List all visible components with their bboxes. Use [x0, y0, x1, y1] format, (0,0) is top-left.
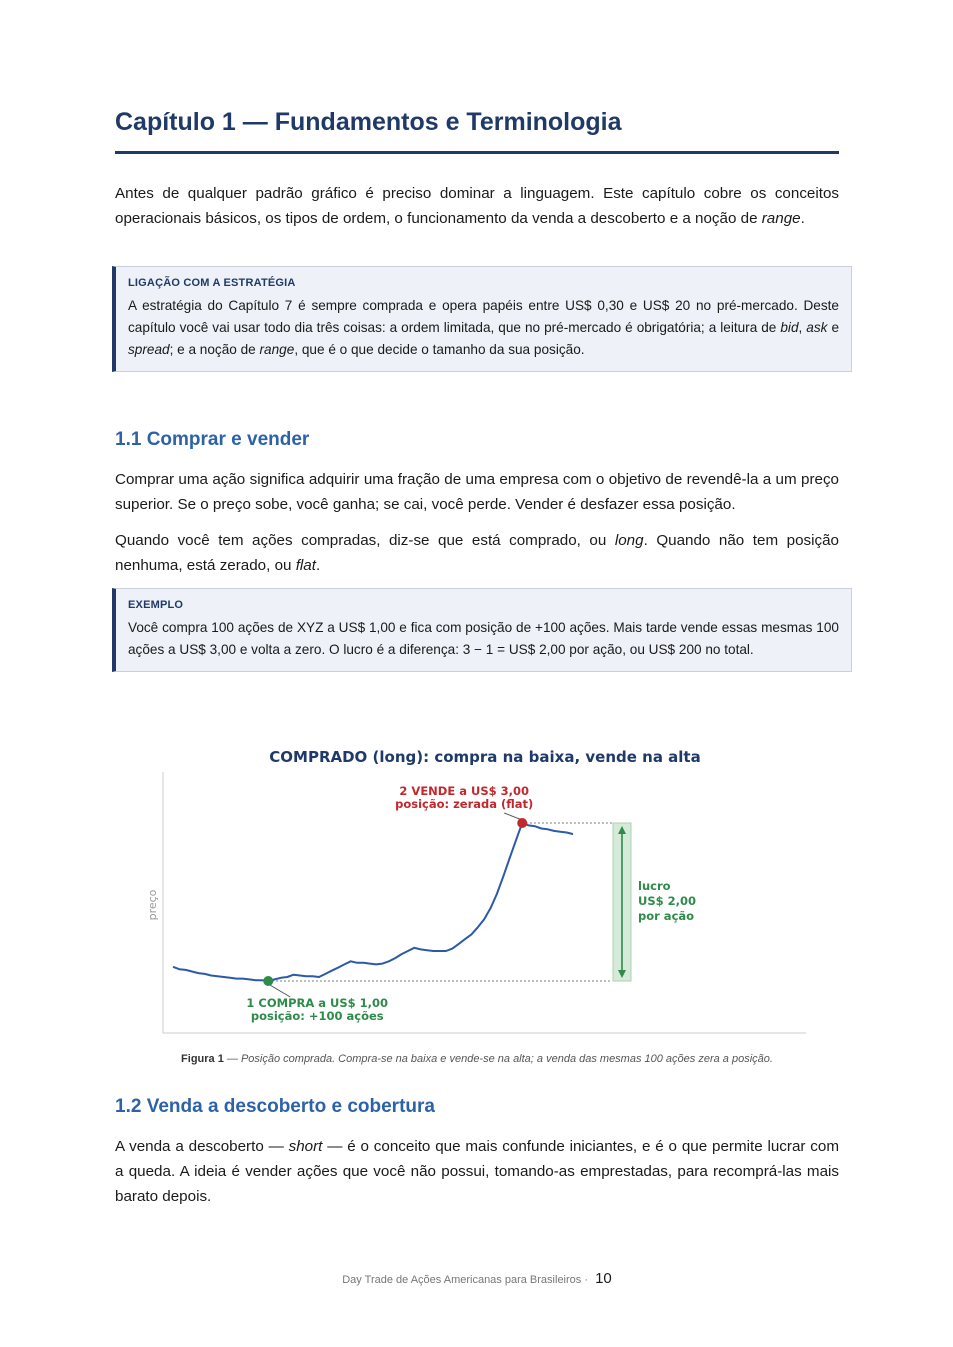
intro-paragraph — [115, 181, 839, 231]
sell-label-line1: 2 VENDE a US$ 3,00 — [399, 784, 529, 798]
intro-text: Antes de qualquer padrão gráfico é preciso dominar a linguagem. Este capítulo cobre os conceitos operacionais básicos, os tipos de ordem, o funcionamento da venda a descoberto e a noção de — [115, 185, 839, 227]
footer-separator: · — [584, 1274, 589, 1286]
intro-text-end: . — [800, 210, 805, 227]
sell-label-line2: posição: zerada (flat) — [395, 797, 534, 811]
callout-label: LIGAÇÃO COM A ESTRATÉGIA — [128, 277, 296, 289]
callout-text: Você compra 100 ações de XYZ a US$ 1,00 e fica com posição de +100 ações. Mais tarde vende essas mesmas 100 ações a US$ 3,00 e volta a zero. O lucro é a diferença: 3 − 1 = US$ 2,00 por ação, ou US$ 200 no total. — [128, 620, 839, 657]
section-1-2-paragraph: A venda a descoberto — short — é o conceito que mais confunde iniciantes, e é o que permite lucrar com a queda. A ideia é vender ações que você não possui, tomando-as emprestadas, para recomprá-las mais barato depois. — [115, 1138, 839, 1205]
callout-text: A estratégia do Capítulo 7 é sempre comprada e opera papéis entre US$ 0,30 e US$ 20 no pré-mercado. Deste capítulo você vai usar todo dia três coisas: a ordem limitada, que no pré-mercado é obrigatória; a leitura de bid, ask e spread; e a noção de range, que é o que decide o tamanho da sua posição. — [128, 298, 840, 357]
sell-point — [517, 818, 527, 828]
y-axis-label: preço — [146, 889, 159, 921]
section-1-1-paragraph-2: Quando você tem ações compradas, diz-se que está comprado, ou long. Quando não tem posição nenhuma, está zerado, ou flat. — [115, 532, 839, 574]
buy-point — [263, 976, 273, 986]
example-callout — [112, 588, 852, 672]
buy-label-line1: 1 COMPRA a US$ 1,00 — [246, 996, 389, 1010]
chart-title: COMPRADO (long): compra na baixa, vende na alta — [269, 748, 701, 766]
figure-caption: Figura 1 — Posição comprada. Compra-se na baixa e vende-se na alta; a venda das mesmas 100 ações zera a posição. — [181, 1053, 773, 1065]
callout-label: EXEMPLO — [128, 599, 184, 611]
figure-label: Figura 1 — [181, 1053, 224, 1065]
page-footer — [115, 1270, 839, 1287]
footer-book-title: Day Trade de Ações Americanas para Brasileiros — [342, 1274, 582, 1286]
page-number: 10 — [595, 1270, 612, 1287]
strategy-callout — [112, 266, 852, 372]
price-series-line — [173, 823, 573, 981]
section-heading-1-1: 1.1 Comprar e vender — [115, 429, 310, 450]
figure-caption-text: Posição comprada. Compra-se na baixa e vende-se na alta; a venda das mesmas 100 ações zera a posição. — [240, 1053, 773, 1065]
profit-label-line2: US$ 2,00 — [638, 894, 696, 908]
profit-label-line3: por ação — [638, 909, 695, 923]
intro-emphasis: range — [761, 210, 801, 227]
chapter-title: Capítulo 1 — Fundamentos e Terminologia — [115, 108, 839, 154]
buy-label-line2: posição: +100 ações — [250, 1009, 384, 1023]
section-heading-1-2: 1.2 Venda a descoberto e cobertura — [115, 1096, 435, 1117]
long-position-chart — [0, 740, 953, 1040]
profit-label-line1: lucro — [638, 879, 671, 893]
section-1-1-paragraph-1: Comprar uma ação significa adquirir uma fração de uma empresa com o objetivo de revendê-la a um preço superior. Se o preço sobe, você ganha; se cai, você perde. Vender é desfazer essa posição. — [115, 471, 839, 513]
